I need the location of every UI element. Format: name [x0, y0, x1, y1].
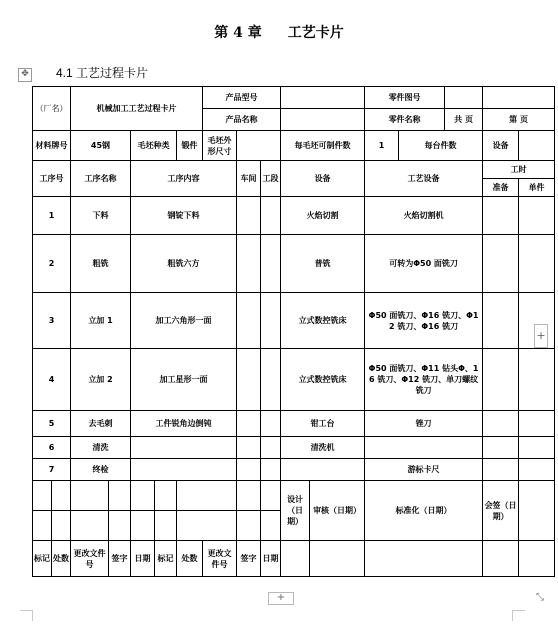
- op-content[interactable]: 工件锐角边倒钝: [131, 411, 237, 437]
- col-workshop: 车间: [237, 161, 261, 197]
- blank-cell[interactable]: [33, 481, 52, 511]
- col-op-content: 工序内容: [131, 161, 237, 197]
- col-time-unit: 单件: [519, 179, 555, 197]
- chapter-heading: [0, 22, 558, 42]
- margin-corner-mark: [512, 610, 525, 621]
- op-content[interactable]: 粗铣六方: [131, 235, 237, 293]
- col-time-prep: 准备: [483, 179, 519, 197]
- op-time-unit[interactable]: [519, 235, 555, 293]
- op-name[interactable]: 立加 1: [71, 293, 131, 349]
- op-time-prep[interactable]: [483, 197, 519, 235]
- rev-mark-label-2: 标记: [155, 541, 177, 577]
- total-pages-label: 共 页: [445, 109, 483, 131]
- blank-cell[interactable]: [483, 541, 519, 577]
- product-model-value[interactable]: [281, 87, 365, 109]
- col-equipment: 设备: [281, 161, 365, 197]
- op-tooling[interactable]: 火焰切割机: [365, 197, 483, 235]
- op-tooling[interactable]: Φ50 面铣刀、Φ11 钻头Φ、16 铣刀、Φ12 铣刀、单刀螺纹铣刀: [365, 349, 483, 411]
- op-time-prep[interactable]: [483, 349, 519, 411]
- op-no[interactable]: 3: [33, 293, 71, 349]
- table-row: [33, 437, 555, 459]
- rev-place-label: 处数: [52, 541, 71, 577]
- blank-cell[interactable]: [237, 511, 261, 541]
- blank-cell[interactable]: [71, 511, 109, 541]
- chapter-number: 第 4 章: [214, 25, 262, 41]
- blank-cell[interactable]: [109, 511, 131, 541]
- op-name[interactable]: 终检: [71, 459, 131, 481]
- op-tooling[interactable]: [365, 437, 483, 459]
- blank-cell[interactable]: [155, 511, 177, 541]
- parts-per-unit-label: 每台件数: [399, 131, 483, 161]
- op-time-prep[interactable]: [483, 235, 519, 293]
- blank-cell[interactable]: [155, 481, 177, 511]
- blank-cell[interactable]: [261, 481, 281, 511]
- table-row: [33, 459, 555, 481]
- process-card-table: [32, 86, 555, 577]
- rev-change-doc-label-2: 更改文件号: [203, 541, 237, 577]
- op-section[interactable]: [261, 293, 281, 349]
- rev-date-label-2: 日期: [261, 541, 281, 577]
- add-column-button[interactable]: +: [534, 324, 548, 348]
- op-time-unit[interactable]: [519, 197, 555, 235]
- blank-cell[interactable]: [310, 541, 365, 577]
- blank-cell[interactable]: [281, 541, 310, 577]
- countersign-signoff[interactable]: 会签（日期）: [483, 481, 519, 541]
- rev-change-doc-label: 更改文件号: [71, 541, 109, 577]
- op-workshop[interactable]: [237, 293, 261, 349]
- add-row-button[interactable]: +: [268, 592, 294, 605]
- op-content[interactable]: 钢锭下料: [131, 197, 237, 235]
- op-content[interactable]: 加工六角形一面: [131, 293, 237, 349]
- part-drawing-no-label: 零件图号: [365, 87, 445, 109]
- rev-mark-label: 标记: [33, 541, 52, 577]
- equipment-header-label: 设备: [483, 131, 519, 161]
- blank-cell[interactable]: [131, 481, 155, 511]
- op-no[interactable]: 7: [33, 459, 71, 481]
- op-workshop[interactable]: [237, 197, 261, 235]
- margin-corner-mark: [20, 610, 33, 621]
- col-time: 工时: [483, 161, 555, 179]
- op-name[interactable]: 下料: [71, 197, 131, 235]
- op-workshop[interactable]: [237, 411, 261, 437]
- col-tooling: 工艺设备: [365, 161, 483, 197]
- blank-cell[interactable]: [365, 541, 483, 577]
- table-resize-icon[interactable]: ⤡: [536, 592, 544, 603]
- op-name[interactable]: 粗铣: [71, 235, 131, 293]
- rev-date-label: 日期: [131, 541, 155, 577]
- blank-cell[interactable]: [177, 481, 237, 511]
- blank-cell[interactable]: [177, 511, 237, 541]
- blank-cell[interactable]: [131, 511, 155, 541]
- op-equipment[interactable]: 立式数控铣床: [281, 293, 365, 349]
- blank-cell[interactable]: [109, 481, 131, 511]
- op-tooling[interactable]: 游标卡尺: [365, 459, 483, 481]
- op-equipment[interactable]: 清洗机: [281, 437, 365, 459]
- page-number-label: 第 页: [483, 109, 555, 131]
- col-op-no: 工序号: [33, 161, 71, 197]
- part-drawing-no-value[interactable]: [445, 87, 483, 109]
- blank-cell[interactable]: [33, 511, 52, 541]
- part-drawing-no-extra[interactable]: [483, 87, 555, 109]
- op-name[interactable]: 立加 2: [71, 349, 131, 411]
- op-content[interactable]: 加工星形一面: [131, 349, 237, 411]
- op-time-prep[interactable]: [483, 411, 519, 437]
- op-workshop[interactable]: [237, 235, 261, 293]
- product-name-value[interactable]: [281, 109, 365, 131]
- op-no[interactable]: 1: [33, 197, 71, 235]
- review-signoff[interactable]: 审核（日期）: [310, 481, 365, 541]
- blank-cell[interactable]: [52, 511, 71, 541]
- op-no[interactable]: 2: [33, 235, 71, 293]
- op-workshop[interactable]: [237, 459, 261, 481]
- op-equipment[interactable]: 钳工台: [281, 411, 365, 437]
- blank-cell[interactable]: [71, 481, 109, 511]
- op-section[interactable]: [261, 411, 281, 437]
- op-time-unit[interactable]: [519, 459, 555, 481]
- factory-name-cell: （厂名）: [33, 87, 71, 131]
- table-row: [33, 411, 555, 437]
- col-section: 工段: [261, 161, 281, 197]
- rev-signature-label-2: 签字: [237, 541, 261, 577]
- op-no[interactable]: 6: [33, 437, 71, 459]
- op-workshop[interactable]: [237, 437, 261, 459]
- op-time-prep[interactable]: [483, 437, 519, 459]
- chapter-subject: 工艺卡片: [287, 25, 344, 41]
- parts-per-blank-label: 每毛坯可制件数: [281, 131, 365, 161]
- op-equipment[interactable]: [281, 459, 365, 481]
- table-row: [33, 293, 555, 349]
- rev-signature-label: 签字: [109, 541, 131, 577]
- op-section[interactable]: [261, 349, 281, 411]
- blank-cell[interactable]: [261, 511, 281, 541]
- op-time-unit[interactable]: [519, 349, 555, 411]
- blank-size-value[interactable]: [237, 131, 281, 161]
- op-time-unit[interactable]: [519, 437, 555, 459]
- blank-size-label: 毛坯外形尺寸: [203, 131, 237, 161]
- table-row: [33, 235, 555, 293]
- card-title-cell: 机械加工工艺过程卡片: [71, 87, 203, 131]
- parts-per-blank-value[interactable]: 1: [365, 131, 399, 161]
- op-time-prep[interactable]: [483, 293, 519, 349]
- blank-cell[interactable]: [52, 481, 71, 511]
- blank-cell[interactable]: [519, 541, 555, 577]
- blank-type-value[interactable]: 锻件: [177, 131, 203, 161]
- op-section[interactable]: [261, 197, 281, 235]
- rev-place-label-2: 处数: [177, 541, 203, 577]
- op-content[interactable]: [131, 459, 237, 481]
- op-section[interactable]: [261, 437, 281, 459]
- part-name-label: 零件名称: [365, 109, 445, 131]
- table-move-icon[interactable]: ✥: [18, 68, 32, 82]
- op-content[interactable]: [131, 437, 237, 459]
- section-heading: 4.1 工艺过程卡片: [56, 66, 149, 80]
- op-equipment[interactable]: 火焰切割: [281, 197, 365, 235]
- op-no[interactable]: 5: [33, 411, 71, 437]
- op-tooling[interactable]: 锉刀: [365, 411, 483, 437]
- blank-cell[interactable]: [519, 481, 555, 541]
- op-name[interactable]: 清洗: [71, 437, 131, 459]
- op-time-unit[interactable]: [519, 411, 555, 437]
- op-section[interactable]: [261, 235, 281, 293]
- material-grade-label: 材料牌号: [33, 131, 71, 161]
- op-equipment[interactable]: 立式数控铣床: [281, 349, 365, 411]
- op-name[interactable]: 去毛刺: [71, 411, 131, 437]
- op-time-prep[interactable]: [483, 459, 519, 481]
- op-section[interactable]: [261, 459, 281, 481]
- equipment-header-value[interactable]: [519, 131, 555, 161]
- op-workshop[interactable]: [237, 349, 261, 411]
- blank-type-label: 毛坯种类: [131, 131, 177, 161]
- col-op-name: 工序名称: [71, 161, 131, 197]
- design-signoff[interactable]: 设计（日期）: [281, 481, 310, 541]
- op-equipment[interactable]: 普铣: [281, 235, 365, 293]
- standardize-signoff[interactable]: 标准化（日期）: [365, 481, 483, 541]
- op-no[interactable]: 4: [33, 349, 71, 411]
- table-row: [33, 197, 555, 235]
- product-model-label: 产品型号: [203, 87, 281, 109]
- product-name-label: 产品名称: [203, 109, 281, 131]
- op-tooling[interactable]: Φ50 面铣刀、Φ16 铣刀、Φ12 铣刀、Φ16 铣刀: [365, 293, 483, 349]
- material-grade-value[interactable]: 45钢: [71, 131, 131, 161]
- blank-cell[interactable]: [237, 481, 261, 511]
- table-row: [33, 349, 555, 411]
- op-tooling[interactable]: 可转为Φ50 面铣刀: [365, 235, 483, 293]
